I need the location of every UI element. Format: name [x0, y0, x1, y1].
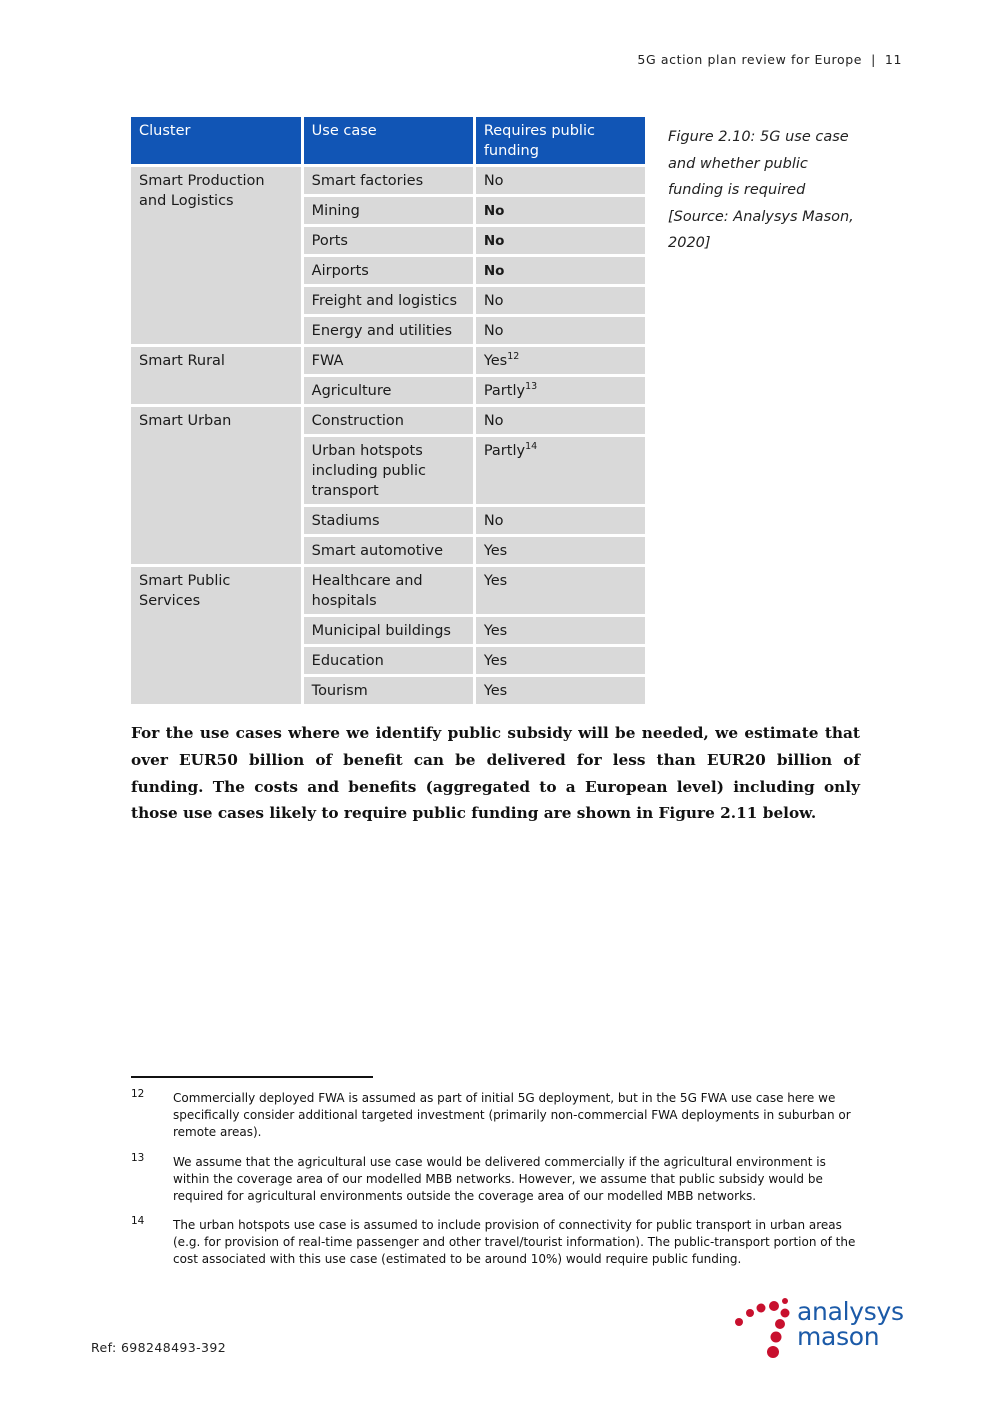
funding-cell: No [476, 507, 645, 534]
table-row [131, 347, 645, 374]
footnote-ref[interactable]: 12 [507, 351, 520, 362]
footnote [131, 1154, 861, 1205]
use-case-cell: Ports [304, 227, 473, 254]
cluster-cell: Smart Urban [131, 407, 301, 564]
use-case-cell: Construction [304, 407, 473, 434]
funding-cell: No [476, 167, 645, 194]
funding-cell: No [476, 227, 645, 254]
footnote [131, 1217, 861, 1268]
funding-cell [476, 437, 645, 504]
footnote-text: The urban hotspots use case is assumed to include provision of connectivity for public transport in urban areas (e.g. for provision of real-time passenger and other travel/tourist information). The public-transport portion of the cost associated with this use case (estimated to be around 10%) would require public funding. [173, 1218, 856, 1266]
funding-cell: No [476, 317, 645, 344]
footnote-number: 13 [131, 1152, 145, 1164]
funding-cell: Yes [476, 617, 645, 644]
use-case-table [128, 114, 648, 707]
use-case-cell: Tourism [304, 677, 473, 704]
footnote-divider [131, 1076, 373, 1078]
funding-value: Partly [483, 383, 526, 399]
footnote-number: 12 [131, 1088, 145, 1100]
figure-caption: Figure 2.10: 5G use case and whether public funding is required [Source: Analysys Mason, 2020] [668, 129, 854, 251]
funding-value: Partly [483, 443, 526, 459]
funding-value: Yes [483, 353, 508, 369]
running-header [637, 52, 902, 67]
funding-cell: No [476, 407, 645, 434]
table-row [131, 167, 645, 194]
header-use-case: Use case [304, 117, 473, 164]
use-case-cell: Smart automotive [304, 537, 473, 564]
use-case-cell: Stadiums [304, 507, 473, 534]
use-case-cell: FWA [304, 347, 473, 374]
use-case-cell: Education [304, 647, 473, 674]
footnote-ref[interactable]: 14 [525, 441, 538, 452]
document-reference: Ref: 698248493-392 [91, 1340, 227, 1355]
logo-line-1: analysys [797, 1297, 904, 1326]
use-case-cell: Energy and utilities [304, 317, 473, 344]
footnote-text: We assume that the agricultural use case would be delivered commercially if the agricultural environment is within the coverage area of our modelled MBB networks. However, we assume that public subsidy would be required for agricultural environments outside the coverage area of our modelled MBB networks. [173, 1155, 826, 1203]
footnote-ref[interactable]: 13 [525, 381, 538, 392]
cluster-cell: Smart Production and Logistics [131, 167, 301, 344]
header-funding: Requires public funding [476, 117, 645, 164]
use-case-cell: Mining [304, 197, 473, 224]
header-title: 5G action plan review for Europe [637, 52, 863, 67]
funding-cell: Yes [476, 677, 645, 704]
funding-cell: Yes [476, 567, 645, 614]
funding-cell [476, 347, 645, 374]
funding-cell: Yes [476, 537, 645, 564]
cluster-cell: Smart Rural [131, 347, 301, 404]
funding-cell [476, 377, 645, 404]
header-separator: | [871, 52, 876, 67]
cluster-cell: Smart Public Services [131, 567, 301, 704]
funding-cell: No [476, 257, 645, 284]
use-case-cell: Healthcare and hospitals [304, 567, 473, 614]
logo-dots-icon [730, 1296, 796, 1362]
table-row [131, 567, 645, 614]
funding-cell: Yes [476, 647, 645, 674]
header-cluster: Cluster [131, 117, 301, 164]
body-paragraph: For the use cases where we identify public subsidy will be needed, we estimate that over EUR50 billion of benefit can be delivered for less than EUR20 billion of funding. The costs and benefits (aggregated to a European level) including only those use cases likely to require public funding are shown in Figure 2.11 below. [131, 724, 860, 823]
footnote-text: Commercially deployed FWA is assumed as part of initial 5G deployment, but in the 5G FWA use case here we specifically consider additional targeted investment (primarily non-commercial FWA deployments in suburban or remote areas). [173, 1091, 851, 1139]
logo-wordmark [797, 1299, 904, 1349]
table-row [131, 407, 645, 434]
table-header-row [131, 117, 645, 164]
page-number: 11 [884, 52, 902, 67]
funding-cell: No [476, 197, 645, 224]
logo-line-2: mason [797, 1322, 880, 1351]
use-case-cell: Smart factories [304, 167, 473, 194]
use-case-cell: Airports [304, 257, 473, 284]
use-case-cell: Municipal buildings [304, 617, 473, 644]
footnote [131, 1090, 861, 1141]
use-case-cell: Freight and logistics [304, 287, 473, 314]
use-case-cell: Agriculture [304, 377, 473, 404]
funding-cell: No [476, 287, 645, 314]
use-case-cell: Urban hotspots including public transport [304, 437, 473, 504]
footnote-number: 14 [131, 1215, 145, 1227]
analysys-mason-logo [730, 1296, 920, 1362]
